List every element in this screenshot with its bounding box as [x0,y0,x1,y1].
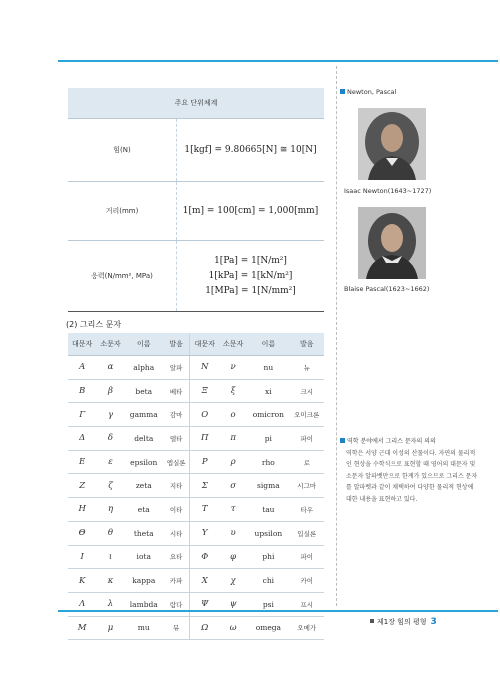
uppercase-cell: I [68,545,96,569]
units-row-force [68,119,324,182]
greek-table-row [68,356,324,380]
greek-table-row [68,616,324,640]
pronunciation-cell: 로 [289,450,324,474]
name-cell: delta [125,427,163,451]
lowercase-cell: υ [219,521,247,545]
name-cell: chi [247,569,289,593]
pascal-portrait [358,207,426,279]
name-cell: lambda [125,592,163,616]
top-rule [58,60,498,62]
chapter-title: 제1장 힘의 평형 [377,618,427,626]
greek-note [340,436,480,506]
name-cell: zeta [125,474,163,498]
greek-letter-table [68,333,324,640]
name-cell: pi [247,427,289,451]
newton-caption: Isaac Newton(1643~1727) [344,187,432,195]
uppercase-cell: N [190,356,219,380]
uppercase-cell: Π [190,427,219,451]
name-cell: upsilon [247,521,289,545]
uppercase-cell: P [190,450,219,474]
greek-table-row [68,592,324,616]
name-cell: kappa [125,569,163,593]
units-row-label: 거리(mm) [68,182,177,241]
name-cell: omicron [247,403,289,427]
pronunciation-cell: 뉴 [289,356,324,380]
greek-table-row [68,403,324,427]
uppercase-cell: Ω [190,616,219,640]
greek-table-row [68,474,324,498]
col-header: 소문자 [219,333,247,356]
bullet-square-icon [370,619,374,623]
uppercase-cell: A [68,356,96,380]
uppercase-cell: Σ [190,474,219,498]
col-header: 이름 [125,333,163,356]
name-cell: psi [247,592,289,616]
lowercase-cell: τ [219,498,247,522]
pronunciation-cell: 알파 [163,356,190,380]
uppercase-cell: E [68,450,96,474]
col-header: 대문자 [190,333,219,356]
lowercase-cell: φ [219,545,247,569]
units-table [68,88,324,312]
col-header: 이름 [247,333,289,356]
section-title: (2) 그리스 문자 [66,320,122,329]
lowercase-cell: ψ [219,592,247,616]
pronunciation-cell: 타우 [289,498,324,522]
lowercase-cell: θ [96,521,124,545]
lowercase-cell: β [96,379,124,403]
uppercase-cell: Z [68,474,96,498]
pascal-caption: Blaise Pascal(1623~1662) [344,285,430,293]
units-row-distance [68,182,324,241]
uppercase-cell: Ψ [190,592,219,616]
name-cell: sigma [247,474,289,498]
greek-table-row [68,427,324,451]
name-cell: xi [247,379,289,403]
note-body: 역학은 서양 근대 이성의 산물이다. 자연의 물리적인 현상을 수학식으로 표현할 때 영어의 대문자 및 소문자 알파벳만으로 한계가 있으므로 그리스 문자를 알파벳과 같이 채택하여 다양한 물리적 현상에 대한 내용을 표현하고 있다. [346,449,478,503]
name-cell: iota [125,545,163,569]
uppercase-cell: Φ [190,545,219,569]
pronunciation-cell: 델타 [163,427,190,451]
greek-table-row [68,498,324,522]
uppercase-cell: K [68,569,96,593]
pascal-portrait-image [358,207,426,279]
pronunciation-cell: 람다 [163,592,190,616]
column-divider [336,66,337,606]
pronunciation-cell: 파이 [289,545,324,569]
newton-portrait [358,108,426,180]
uppercase-cell: M [68,616,96,640]
lowercase-cell: δ [96,427,124,451]
lowercase-cell: λ [96,592,124,616]
greek-table-row [68,545,324,569]
units-row-label: 응력(N/mm², MPa) [68,241,177,312]
pronunciation-cell: 베타 [163,379,190,403]
portrait-section-label: Newton, Pascal [340,88,396,96]
uppercase-cell: Υ [190,521,219,545]
uppercase-cell: Ξ [190,379,219,403]
pronunciation-cell: 요타 [163,545,190,569]
name-cell: omega [247,616,289,640]
pronunciation-cell: 지타 [163,474,190,498]
greek-table-row [68,521,324,545]
name-cell: gamma [125,403,163,427]
name-cell: nu [247,356,289,380]
newton-portrait-image [358,108,426,180]
lowercase-cell: σ [219,474,247,498]
units-row-stress [68,241,324,312]
name-cell: epsilon [125,450,163,474]
lowercase-cell: χ [219,569,247,593]
name-cell: phi [247,545,289,569]
greek-table-row [68,450,324,474]
uppercase-cell: Θ [68,521,96,545]
uppercase-cell: O [190,403,219,427]
col-header: 대문자 [68,333,96,356]
pronunciation-cell: 오메가 [289,616,324,640]
pronunciation-cell: 카이 [289,569,324,593]
col-header: 발음 [163,333,190,356]
pronunciation-cell: 시그마 [289,474,324,498]
units-row-label: 힘(N) [68,119,177,182]
lowercase-cell: ω [219,616,247,640]
page-footer [370,617,437,627]
bullet-square-icon [340,89,345,94]
lowercase-cell: o [219,403,247,427]
name-cell: theta [125,521,163,545]
lowercase-cell: ζ [96,474,124,498]
pronunciation-cell: 프시 [289,592,324,616]
col-header: 소문자 [96,333,124,356]
lowercase-cell: ν [219,356,247,380]
uppercase-cell: Γ [68,403,96,427]
uppercase-cell: X [190,569,219,593]
greek-table-row [68,379,324,403]
pronunciation-cell: 크시 [289,379,324,403]
lowercase-cell: γ [96,403,124,427]
pronunciation-cell: 파이 [289,427,324,451]
bullet-square-icon [340,438,345,443]
lowercase-cell: ι [96,545,124,569]
bottom-rule [58,610,498,612]
uppercase-cell: Δ [68,427,96,451]
name-cell: eta [125,498,163,522]
units-table-header: 주요 단위체계 [68,88,324,119]
pronunciation-cell: 감마 [163,403,190,427]
name-cell: rho [247,450,289,474]
pronunciation-cell: 입실론 [289,521,324,545]
col-header: 발음 [289,333,324,356]
pronunciation-cell: 오미크론 [289,403,324,427]
lowercase-cell: ξ [219,379,247,403]
note-title: 역학 분야에서 그리스 문자의 의의 [347,438,436,445]
lowercase-cell: κ [96,569,124,593]
pronunciation-cell: 시타 [163,521,190,545]
uppercase-cell: Λ [68,592,96,616]
name-cell: mu [125,616,163,640]
name-cell: alpha [125,356,163,380]
name-cell: beta [125,379,163,403]
units-row-value: 1[m] = 100[cm] = 1,000[mm] [177,182,325,241]
pronunciation-cell: 뮤 [163,616,190,640]
units-row-value: 1[Pa] = 1[N/m²] 1[kPa] = 1[kN/m²] 1[MPa] = 1[N/mm²] [177,241,325,312]
name-cell: tau [247,498,289,522]
greek-table-row [68,569,324,593]
lowercase-cell: ε [96,450,124,474]
page-number: 3 [430,617,437,627]
lowercase-cell: π [219,427,247,451]
lowercase-cell: μ [96,616,124,640]
lowercase-cell: ρ [219,450,247,474]
greek-table-header-row [68,333,324,356]
uppercase-cell: T [190,498,219,522]
uppercase-cell: H [68,498,96,522]
pronunciation-cell: 카파 [163,569,190,593]
uppercase-cell: B [68,379,96,403]
lowercase-cell: η [96,498,124,522]
pronunciation-cell: 엡실론 [163,450,190,474]
pronunciation-cell: 이타 [163,498,190,522]
lowercase-cell: α [96,356,124,380]
units-row-value: 1[kgf] = 9.80665[N] ≅ 10[N] [177,119,325,182]
